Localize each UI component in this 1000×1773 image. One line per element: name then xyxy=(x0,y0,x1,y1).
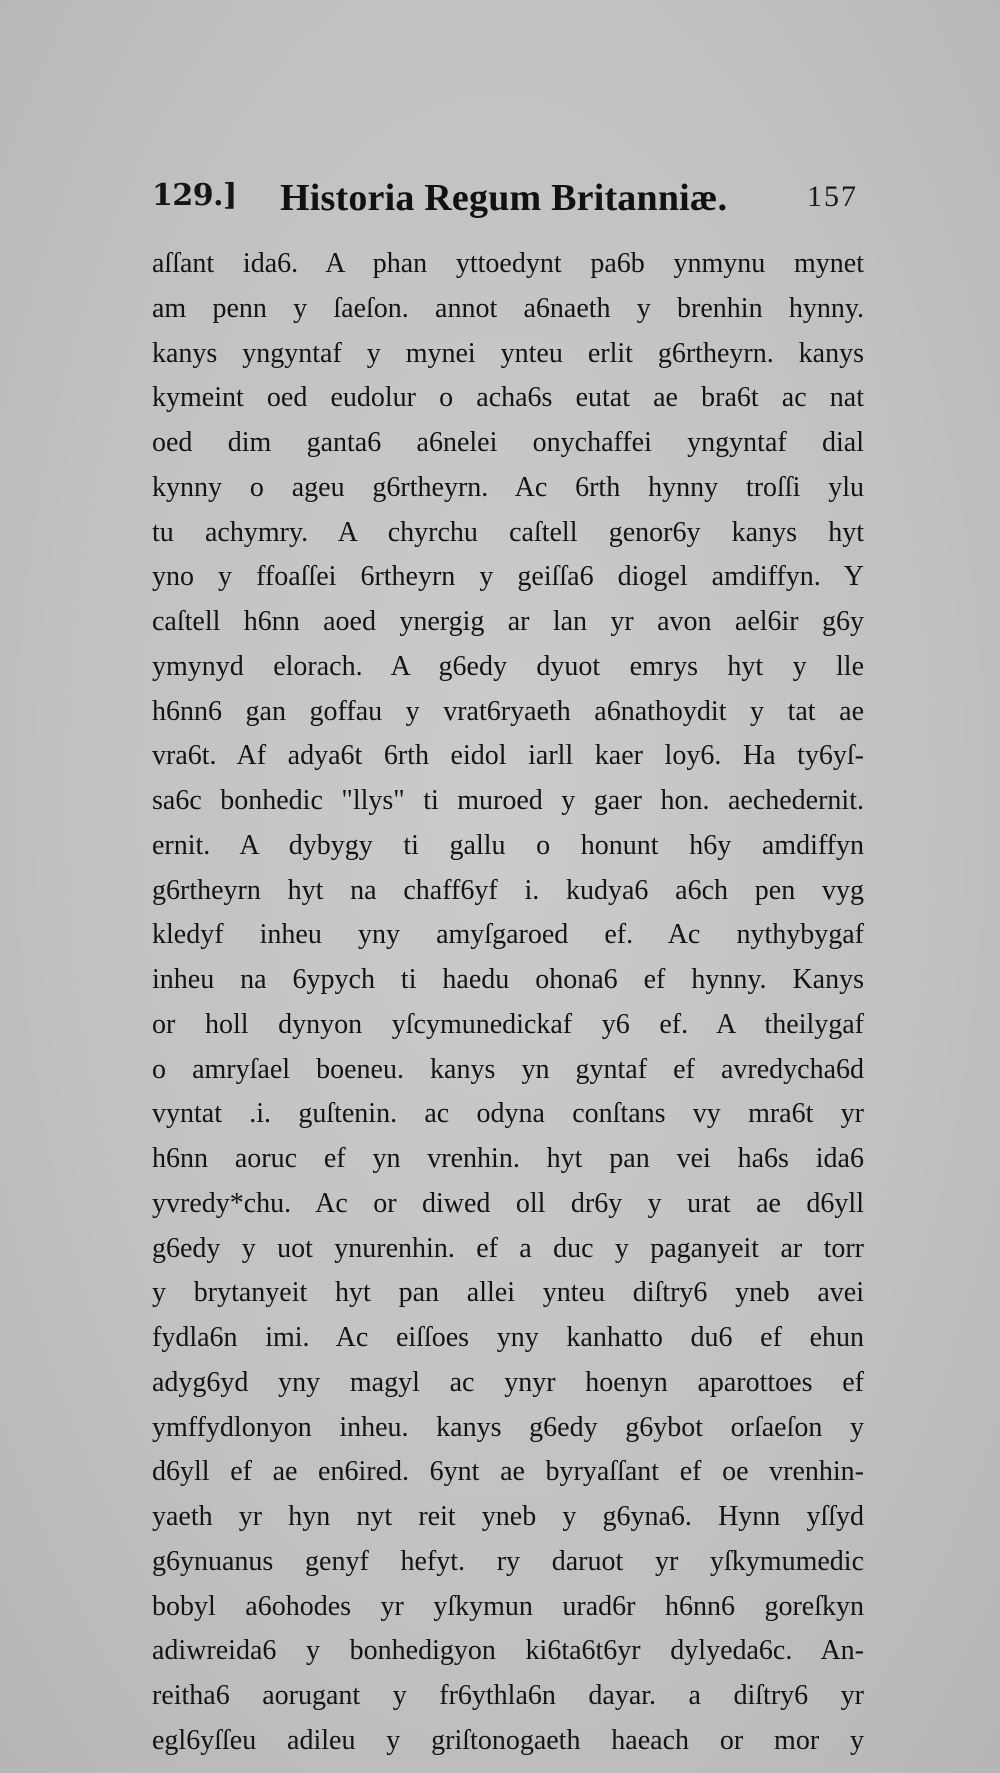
text-line: adyg6yd yny magyl ac ynyr hoenyn aparottoes ef xyxy=(152,1366,864,1398)
text-line: yno y ffoaſſei 6rtheyrn y geiſſa6 diogel amdiffyn. Y xyxy=(152,561,864,593)
text-line: tu achymry. A chyrchu caſtell genor6y kanys hyt xyxy=(152,516,864,548)
page-number: 157 xyxy=(807,180,858,213)
text-line: h6nn6 gan goffau y vrat6ryaeth a6nathoydit y tat ae xyxy=(152,695,864,727)
text-line: ernit. A dybygy ti gallu o honunt h6y amdiffyn xyxy=(152,829,864,861)
text-line: oed dim ganta6 a6nelei onychaffei yngyntaf dial xyxy=(152,427,864,458)
text-line: vra6t. Af adya6t 6rth eidol iarll kaer loy6. Ha ty6yſ- xyxy=(152,740,864,772)
text-line: egl6yſſeu adileu y griſtonogaeth haeach or mor y xyxy=(152,1724,864,1756)
text-line: d6yll ef ae en6ired. 6ynt ae byryaſſant ef oe vrenhin- xyxy=(152,1456,864,1488)
section-reference: 129.] xyxy=(152,178,237,213)
text-line: caſtell h6nn aoed ynergig ar lan yr avon ael6ir g6y xyxy=(152,606,864,637)
text-line: yaeth yr hyn nyt reit yneb y g6yna6. Hynn yſſyd xyxy=(152,1501,864,1532)
text-line: reitha6 aorugant y fr6ythla6n dayar. a diſtry6 yr xyxy=(152,1680,864,1711)
text-line: ymynyd elorach. A g6edy dyuot emrys hyt y lle xyxy=(152,650,864,682)
text-line: g6edy y uot ynurenhin. ef a duc y paganyeit ar torr xyxy=(152,1232,864,1264)
text-line: ymffydlonyon inheu. kanys g6edy g6ybot orſaeſon y xyxy=(152,1411,864,1443)
text-line: adiwreida6 y bonhedigyon ki6ta6t6yr dylyeda6c. An- xyxy=(152,1635,864,1667)
text-line: g6rtheyrn hyt na chaff6yf i. kudya6 a6ch pen vyg xyxy=(152,874,864,906)
text-line: aſſant ida6. A phan yttoedynt pa6b ynmynu mynet xyxy=(152,248,864,279)
text-line: fydla6n imi. Ac eiſſoes yny kanhatto du6 ef ehun xyxy=(152,1322,864,1353)
text-line: yvredy*chu. Ac or diwed oll dr6y y urat ae d6yll xyxy=(152,1187,864,1219)
text-line: o amryſael boeneu. kanys yn gyntaf ef avredycha6d xyxy=(152,1053,864,1085)
text-line: bobyl a6ohodes yr yſkymun urad6r h6nn6 goreſkyn xyxy=(152,1590,864,1622)
text-line: inheu na 6ypych ti haedu ohona6 ef hynny. Kanys xyxy=(152,964,864,995)
text-line: kymeint oed eudolur o acha6s eutat ae bra6t ac nat xyxy=(152,382,864,414)
text-line: kynny o ageu g6rtheyrn. Ac 6rth hynny troſſi ylu xyxy=(152,471,864,503)
text-line: sa6c bonhedic "llys" ti muroed y gaer hon. aechedernit. xyxy=(152,785,864,816)
page-header xyxy=(152,178,864,228)
running-title: Historia Regum Britanniæ. xyxy=(280,177,728,219)
text-line: kledyf inheu yny amyſgaroed ef. Ac nythybygaf xyxy=(152,919,864,951)
text-line: y brytanyeit hyt pan allei ynteu diſtry6 yneb avei xyxy=(152,1277,864,1309)
text-line: kanys yngyntaf y mynei ynteu erlit g6rtheyrn. kanys xyxy=(152,337,864,369)
text-line: g6ynuanus genyf hefyt. ry daruot yr yſkymumedic xyxy=(152,1545,864,1577)
text-line: h6nn aoruc ef yn vrenhin. hyt pan vei ha6s ida6 xyxy=(152,1143,864,1174)
body-text xyxy=(152,242,864,1764)
text-line: or holl dynyon yſcymunedickaf y6 ef. A theilygaf xyxy=(152,1008,864,1040)
text-line: am penn y ſaeſon. annot a6naeth y brenhin hynny. xyxy=(152,292,864,324)
text-line: vyntat .i. guſtenin. ac odyna conſtans vy mra6t yr xyxy=(152,1098,864,1130)
